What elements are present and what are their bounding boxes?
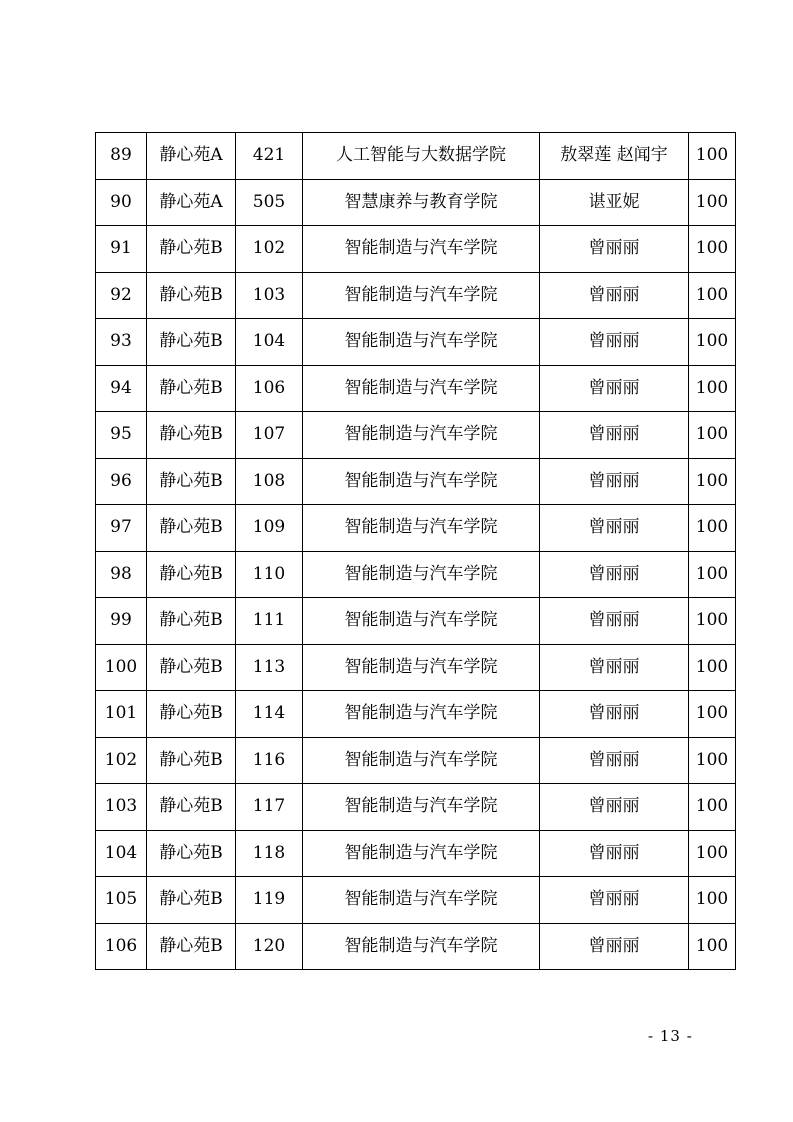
room-cell: 106 (236, 365, 303, 412)
college-cell: 智能制造与汽车学院 (303, 365, 540, 412)
teacher-cell: 曾丽丽 (540, 737, 689, 784)
college-cell: 智能制造与汽车学院 (303, 923, 540, 970)
room-cell: 102 (236, 226, 303, 273)
score-cell: 100 (689, 877, 736, 924)
score-cell: 100 (689, 784, 736, 831)
building-cell: 静心苑B (147, 877, 236, 924)
row-number: 102 (96, 737, 147, 784)
row-number: 97 (96, 505, 147, 552)
building-cell: 静心苑B (147, 784, 236, 831)
building-cell: 静心苑A (147, 133, 236, 180)
row-number: 103 (96, 784, 147, 831)
row-number: 93 (96, 319, 147, 366)
room-cell: 107 (236, 412, 303, 459)
college-cell: 智能制造与汽车学院 (303, 737, 540, 784)
row-number: 89 (96, 133, 147, 180)
score-cell: 100 (689, 319, 736, 366)
dorm-score-table-container (95, 132, 735, 970)
score-cell: 100 (689, 365, 736, 412)
college-cell: 智能制造与汽车学院 (303, 784, 540, 831)
teacher-cell: 敖翠莲 赵闻宇 (540, 133, 689, 180)
teacher-cell: 曾丽丽 (540, 365, 689, 412)
teacher-cell: 曾丽丽 (540, 551, 689, 598)
teacher-cell: 曾丽丽 (540, 458, 689, 505)
table-row (96, 319, 736, 366)
table-row (96, 830, 736, 877)
score-cell: 100 (689, 505, 736, 552)
teacher-cell: 曾丽丽 (540, 319, 689, 366)
row-number: 95 (96, 412, 147, 459)
table-row (96, 505, 736, 552)
table-row (96, 226, 736, 273)
building-cell: 静心苑A (147, 179, 236, 226)
page-number: - 13 - (648, 1027, 693, 1045)
table-row (96, 598, 736, 645)
table-row (96, 133, 736, 180)
teacher-cell: 谌亚妮 (540, 179, 689, 226)
table-row (96, 458, 736, 505)
room-cell: 505 (236, 179, 303, 226)
room-cell: 120 (236, 923, 303, 970)
teacher-cell: 曾丽丽 (540, 830, 689, 877)
score-cell: 100 (689, 133, 736, 180)
college-cell: 智能制造与汽车学院 (303, 226, 540, 273)
college-cell: 智能制造与汽车学院 (303, 644, 540, 691)
table-row (96, 412, 736, 459)
table-row (96, 877, 736, 924)
row-number: 101 (96, 691, 147, 738)
building-cell: 静心苑B (147, 644, 236, 691)
college-cell: 智能制造与汽车学院 (303, 458, 540, 505)
row-number: 105 (96, 877, 147, 924)
building-cell: 静心苑B (147, 412, 236, 459)
college-cell: 智能制造与汽车学院 (303, 319, 540, 366)
score-cell: 100 (689, 551, 736, 598)
score-cell: 100 (689, 179, 736, 226)
row-number: 90 (96, 179, 147, 226)
score-cell: 100 (689, 412, 736, 459)
room-cell: 108 (236, 458, 303, 505)
building-cell: 静心苑B (147, 691, 236, 738)
score-cell: 100 (689, 598, 736, 645)
teacher-cell: 曾丽丽 (540, 877, 689, 924)
row-number: 99 (96, 598, 147, 645)
table-row (96, 179, 736, 226)
room-cell: 114 (236, 691, 303, 738)
dorm-score-table (95, 132, 736, 970)
row-number: 100 (96, 644, 147, 691)
teacher-cell: 曾丽丽 (540, 923, 689, 970)
score-cell: 100 (689, 458, 736, 505)
table-row (96, 551, 736, 598)
table-row (96, 691, 736, 738)
teacher-cell: 曾丽丽 (540, 412, 689, 459)
table-row (96, 737, 736, 784)
teacher-cell: 曾丽丽 (540, 505, 689, 552)
score-cell: 100 (689, 691, 736, 738)
building-cell: 静心苑B (147, 551, 236, 598)
teacher-cell: 曾丽丽 (540, 598, 689, 645)
room-cell: 118 (236, 830, 303, 877)
teacher-cell: 曾丽丽 (540, 272, 689, 319)
row-number: 98 (96, 551, 147, 598)
score-cell: 100 (689, 644, 736, 691)
row-number: 106 (96, 923, 147, 970)
building-cell: 静心苑B (147, 830, 236, 877)
table-row (96, 784, 736, 831)
room-cell: 103 (236, 272, 303, 319)
room-cell: 421 (236, 133, 303, 180)
room-cell: 119 (236, 877, 303, 924)
college-cell: 智能制造与汽车学院 (303, 272, 540, 319)
teacher-cell: 曾丽丽 (540, 226, 689, 273)
row-number: 104 (96, 830, 147, 877)
score-cell: 100 (689, 923, 736, 970)
college-cell: 智能制造与汽车学院 (303, 877, 540, 924)
score-cell: 100 (689, 737, 736, 784)
teacher-cell: 曾丽丽 (540, 644, 689, 691)
room-cell: 104 (236, 319, 303, 366)
table-row (96, 923, 736, 970)
building-cell: 静心苑B (147, 598, 236, 645)
score-cell: 100 (689, 272, 736, 319)
room-cell: 111 (236, 598, 303, 645)
building-cell: 静心苑B (147, 319, 236, 366)
building-cell: 静心苑B (147, 923, 236, 970)
college-cell: 智能制造与汽车学院 (303, 830, 540, 877)
score-cell: 100 (689, 830, 736, 877)
college-cell: 智能制造与汽车学院 (303, 412, 540, 459)
college-cell: 智能制造与汽车学院 (303, 505, 540, 552)
building-cell: 静心苑B (147, 458, 236, 505)
table-row (96, 644, 736, 691)
teacher-cell: 曾丽丽 (540, 784, 689, 831)
building-cell: 静心苑B (147, 365, 236, 412)
building-cell: 静心苑B (147, 272, 236, 319)
table-row (96, 365, 736, 412)
room-cell: 110 (236, 551, 303, 598)
room-cell: 117 (236, 784, 303, 831)
building-cell: 静心苑B (147, 226, 236, 273)
college-cell: 人工智能与大数据学院 (303, 133, 540, 180)
row-number: 91 (96, 226, 147, 273)
room-cell: 113 (236, 644, 303, 691)
room-cell: 109 (236, 505, 303, 552)
row-number: 96 (96, 458, 147, 505)
college-cell: 智能制造与汽车学院 (303, 691, 540, 738)
table-row (96, 272, 736, 319)
table-body (96, 133, 736, 970)
building-cell: 静心苑B (147, 737, 236, 784)
college-cell: 智能制造与汽车学院 (303, 598, 540, 645)
score-cell: 100 (689, 226, 736, 273)
row-number: 92 (96, 272, 147, 319)
teacher-cell: 曾丽丽 (540, 691, 689, 738)
building-cell: 静心苑B (147, 505, 236, 552)
row-number: 94 (96, 365, 147, 412)
college-cell: 智慧康养与教育学院 (303, 179, 540, 226)
room-cell: 116 (236, 737, 303, 784)
college-cell: 智能制造与汽车学院 (303, 551, 540, 598)
